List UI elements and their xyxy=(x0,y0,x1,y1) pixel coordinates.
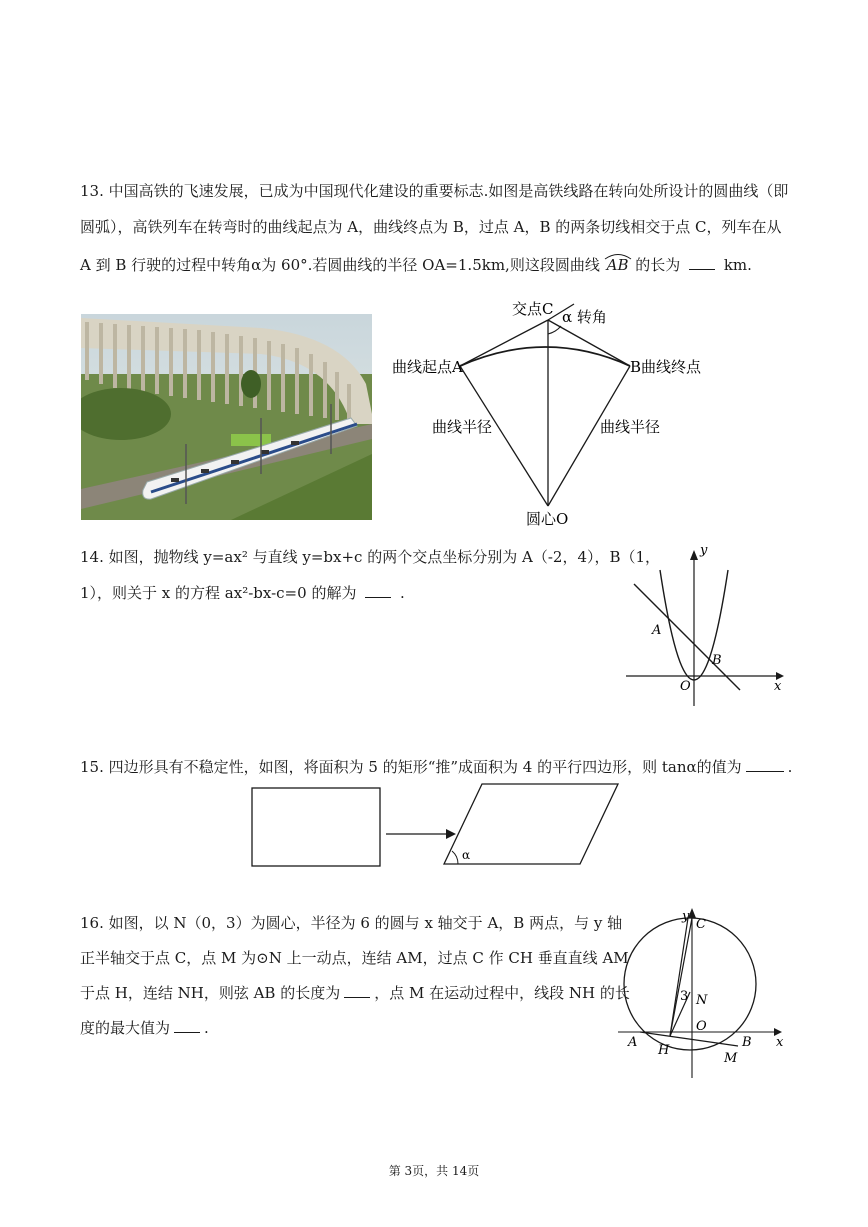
point-c-label: C xyxy=(696,917,706,932)
label-turn-angle: α 转角 xyxy=(562,308,607,326)
segment-cm-inner xyxy=(670,918,688,1036)
q15-answer-blank[interactable] xyxy=(746,757,784,772)
label-radius-left: 曲线半径 xyxy=(432,418,493,436)
q13-line-3-text: A 到 B 行驶的过程中转角α为 60°.若圆曲线的半径 OA=1.5km,则这段圆曲线 xyxy=(80,256,600,274)
y-label: y xyxy=(682,909,690,924)
q16-line-4-end: . xyxy=(204,1019,209,1037)
q14-line-2 xyxy=(80,582,405,603)
point-b-label: B xyxy=(742,1035,752,1050)
y-axis-arrow xyxy=(690,550,698,560)
radius-oa xyxy=(460,366,548,506)
q15-quadrilateral-figure xyxy=(244,780,624,870)
rectangle xyxy=(252,788,380,866)
q13-line-2: 圆弧），高铁列车在转弯时的曲线起点为 A，曲线终点为 B，过点 A，B 的两条切线相交于点 C，列车在从 xyxy=(80,218,782,236)
high-speed-train-photo xyxy=(81,314,372,520)
q16-answer-blank-1[interactable] xyxy=(344,983,370,998)
q15-line-1-end: . xyxy=(787,758,793,776)
length-three-label: 3 xyxy=(680,989,689,1004)
q13-answer-blank[interactable] xyxy=(689,255,715,270)
q15-line-1 xyxy=(80,756,792,777)
q13-arc-diagram xyxy=(388,292,708,532)
origin-label: O xyxy=(696,1019,707,1034)
q15-line-1-text: 15. 四边形具有不稳定性，如图，将面积为 5 的矩形“推”成面积为 4 的平行四边形，则 tanα的值为 xyxy=(80,758,742,776)
alpha-angle-arc xyxy=(452,851,458,864)
q14-parabola-figure xyxy=(620,540,790,710)
q14-line-2-end: . xyxy=(400,584,405,602)
q13-line-3-text-b: 的长为 xyxy=(635,256,681,274)
turn-angle-arc xyxy=(548,326,561,334)
radius-ob xyxy=(548,366,630,506)
arc-ab xyxy=(460,347,630,366)
alpha-label: α xyxy=(462,848,471,862)
arc-overline xyxy=(603,252,633,260)
straight-line xyxy=(634,584,740,690)
point-b-label: B xyxy=(712,653,722,668)
q16-line-2: 正半轴交于点 C，点 M 为⊙N 上一动点，连结 AM，过点 C 作 CH 垂直直线 AM xyxy=(80,949,629,967)
x-label: x xyxy=(776,1035,784,1050)
origin-label: O xyxy=(680,679,691,694)
transform-arrow-head xyxy=(446,829,456,839)
y-label: y xyxy=(700,543,708,558)
point-h-label: H xyxy=(658,1043,670,1058)
point-n-label: N xyxy=(696,993,708,1008)
label-curve-end: B曲线终点 xyxy=(630,358,702,376)
q14-line-2-text: 1），则关于 x 的方程 ax²-bx-c=0 的解为 xyxy=(80,584,357,602)
q16-line-3 xyxy=(80,982,630,1003)
q14-line-1: 14. 如图，抛物线 y=ax² 与直线 y=bx+c 的两个交点坐标分别为 A（-2，4），B（1， xyxy=(80,548,661,566)
q14-answer-blank[interactable] xyxy=(365,583,391,598)
arc-label: AB xyxy=(606,256,629,274)
q13-line-3 xyxy=(80,254,752,275)
circle-n xyxy=(624,918,756,1050)
q16-line-4-text: 度的最大值为 xyxy=(80,1019,171,1037)
q16-line-3-text: 于点 H，连结 NH，则弦 AB 的长度为 xyxy=(80,984,341,1002)
tangent-ac xyxy=(460,320,548,366)
arc-ab-symbol xyxy=(605,256,631,274)
point-a-label: A xyxy=(628,1035,638,1050)
label-radius-right: 曲线半径 xyxy=(600,418,661,436)
point-m-label: M xyxy=(724,1051,738,1066)
q16-answer-blank-2[interactable] xyxy=(174,1018,200,1033)
page-footer: 第 3页，共 14页 xyxy=(388,1164,480,1178)
q16-circle-figure xyxy=(612,906,792,1082)
q13-line-1: 13. 中国高铁的飞速发展，已成为中国现代化建设的重要标志.如图是高铁线路在转向处所设计的圆曲线（即 xyxy=(80,182,789,200)
label-intersection-c: 交点C xyxy=(512,300,554,318)
x-label: x xyxy=(774,679,782,694)
point-a-label: A xyxy=(652,623,662,638)
q13-line-3-unit: km. xyxy=(723,256,752,274)
q16-line-1: 16. 如图，以 N（0，3）为圆心，半径为 6 的圆与 x 轴交于 A，B 两点，与 y 轴 xyxy=(80,914,623,932)
label-curve-start: 曲线起点A xyxy=(392,358,463,376)
q16-line-4 xyxy=(80,1017,209,1038)
label-center-o: 圆心O xyxy=(526,510,569,528)
q16-line-3-text-b: ，点 M 在运动过程中，线段 NH 的长 xyxy=(374,984,630,1002)
